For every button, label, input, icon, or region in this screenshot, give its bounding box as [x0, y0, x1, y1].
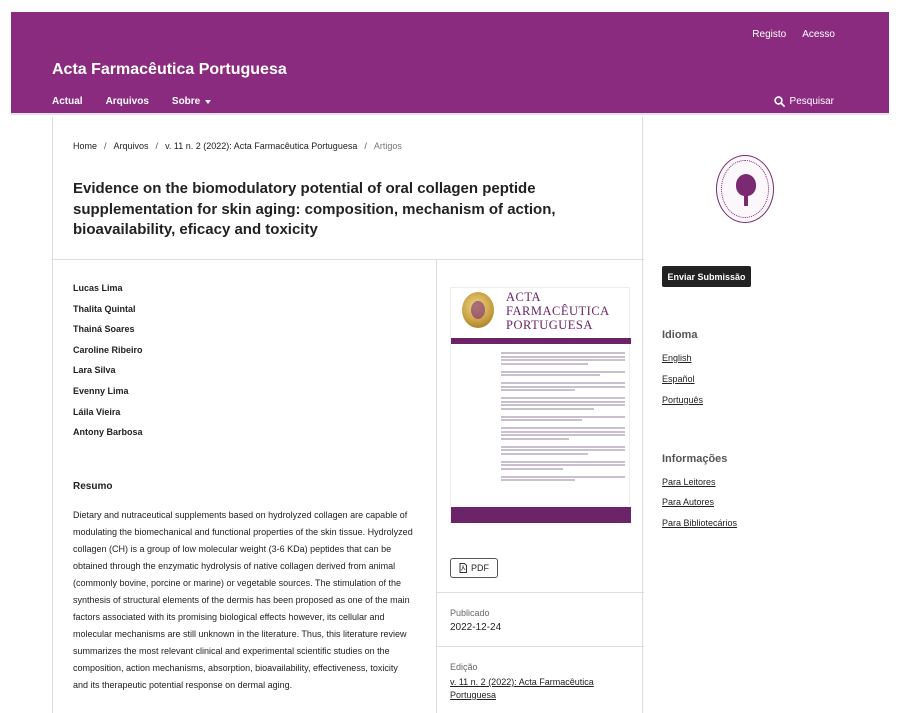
- published-label: Publicado: [450, 608, 490, 618]
- nav-about[interactable]: [172, 96, 211, 107]
- search-link[interactable]: [774, 96, 834, 107]
- author-name: Evenny Lima: [73, 385, 129, 396]
- author-name: Caroline Ribeiro: [73, 344, 143, 355]
- cover-title-line: PORTUGUESA: [506, 318, 593, 332]
- register-link[interactable]: Registo: [752, 29, 787, 40]
- edition-link[interactable]: v. 11 n. 2 (2022): Acta Farmacêutica Portuguesa: [450, 677, 594, 700]
- language-english-link[interactable]: English: [662, 353, 692, 363]
- author-name: Lucas Lima: [73, 283, 123, 293]
- breadcrumb: [73, 141, 402, 151]
- cover-contents: [501, 352, 625, 483]
- login-link[interactable]: Acesso: [802, 29, 835, 40]
- language-block-title: Idioma: [662, 329, 698, 341]
- column-divider: [436, 259, 437, 713]
- info-readers-link[interactable]: Para Leitores: [662, 477, 716, 487]
- main-nav: [52, 96, 211, 107]
- pdf-label: PDF: [471, 563, 489, 573]
- published-date: 2022-12-24: [450, 622, 502, 633]
- site-title[interactable]: Acta Farmacêutica Portuguesa: [52, 61, 287, 78]
- info-block-title: Informações: [662, 453, 728, 465]
- cover-band: [451, 338, 631, 344]
- search-label: Pesquisar: [789, 96, 834, 107]
- language-portuguese-link[interactable]: Português: [662, 395, 704, 405]
- author-name: Thalita Quintal: [73, 303, 136, 314]
- cover-title-line: ACTA: [506, 290, 542, 304]
- issue-cover-image[interactable]: [450, 287, 630, 523]
- user-nav: [752, 29, 835, 40]
- file-pdf-icon: [459, 563, 467, 573]
- chevron-down-icon: [205, 100, 211, 104]
- cover-title-line: FARMACÊUTICA: [506, 304, 610, 318]
- nav-current[interactable]: Actual: [52, 96, 83, 107]
- submit-button[interactable]: Enviar Submissão: [662, 266, 751, 287]
- breadcrumb-issue[interactable]: v. 11 n. 2 (2022): Acta Farmacêutica Portuguesa: [165, 141, 358, 151]
- author-name: Antony Barbosa: [73, 427, 143, 438]
- society-seal-icon[interactable]: [716, 155, 774, 223]
- abstract-heading: Resumo: [73, 481, 113, 492]
- seal-trunk: [744, 194, 748, 206]
- breadcrumb-separator: /: [104, 141, 107, 151]
- breadcrumb-separator: /: [364, 141, 367, 151]
- cover-title: [506, 290, 610, 332]
- nav-about-label: Sobre: [171, 96, 201, 107]
- language-spanish-link[interactable]: Español: [662, 374, 695, 384]
- breadcrumb-home[interactable]: Home: [73, 141, 98, 151]
- breadcrumb-separator: /: [155, 141, 159, 151]
- search-icon: [774, 96, 785, 107]
- divider: [437, 646, 644, 647]
- author-list: [73, 282, 143, 447]
- author-name: Láila Vieira: [73, 406, 121, 417]
- abstract-text: Dietary and nutraceutical supplements based on hydrolyzed collagen are capable of modulating the biomechanical and functional properties of the skin tissue. Hydrolyzed collagen (CH) is a group of low molecular weight (3-6 KDa) peptides that can be obtained through the enzymatic hydrolysis of native collagen derived from animal (commonly bovine, porcine or marine) or vegetable sources. The stimulation of the synthesis of structural elements of the dermis has been proposed as one of the main factors associated with its promising biological effects however, its cellular and molecular mechanisms are still unknown in the literature. Thus, this literature review summarizes the most relevant clinical and experimental scientific studies on the composition, action mechanisms, absorption, bioavailability, effectiveness, toxicity and its therapeutic potential response on dermal aging.: [73, 510, 413, 690]
- nav-archives[interactable]: Arquivos: [105, 96, 149, 107]
- seal-tree: [736, 174, 756, 196]
- site-header: [11, 12, 889, 115]
- info-authors-link[interactable]: Para Autores: [662, 497, 715, 507]
- info-librarians-link[interactable]: Para Bibliotecários: [662, 518, 738, 528]
- article-title: Evidence on the biomodulatory potential of oral collagen peptide supplementation for skin aging: composition, mechanism of action, bioavailability, eficacy and toxicity: [73, 180, 556, 238]
- pdf-download-button[interactable]: [450, 558, 498, 578]
- author-name: Thainá Soares: [73, 324, 135, 335]
- journal-logo-icon: [462, 292, 494, 328]
- edition-label: Edição: [450, 662, 478, 672]
- breadcrumb-archives[interactable]: Arquivos: [113, 141, 149, 151]
- divider: [53, 259, 644, 260]
- divider: [437, 592, 644, 593]
- cover-footer-band: [451, 507, 631, 523]
- main-content: [52, 117, 643, 713]
- breadcrumb-current: Artigos: [373, 141, 402, 151]
- author-name: Lara Silva: [73, 365, 116, 376]
